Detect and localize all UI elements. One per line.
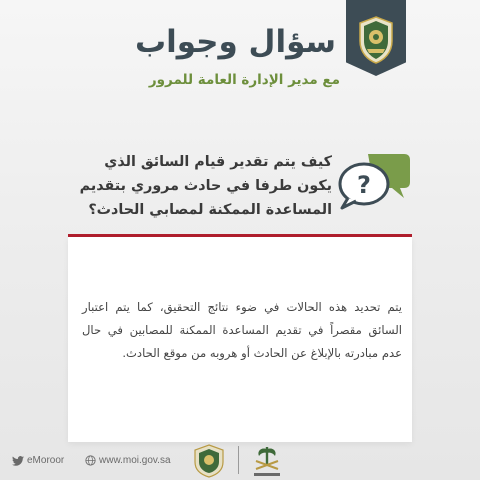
- question-text: كيف يتم تقدير قيام السائق الذي يكون طرفا في حادث مروري بتقديم المساعدة الممكنة لمصابي الحادث؟: [79, 154, 332, 218]
- speech-bubbles-question-icon: [334, 150, 412, 212]
- twitter-handle: eMoroor: [27, 455, 65, 466]
- page-subtitle: مع مدير الإدارة العامة للمرور: [148, 72, 340, 88]
- traffic-police-footer-emblem-icon: [190, 444, 228, 478]
- answer-text: يتم تحديد هذه الحالات في ضوء نتائج التحقيق، كما يتم اعتبار السائق مقصراً في تقديم المساعدة الممكنة للمصابين في حال عدم مبادرته بالإبلاغ عن الحادث أو هروبه من موقع الحادث.: [82, 300, 402, 360]
- footer: [0, 440, 480, 480]
- page-title: سؤال وجواب: [134, 24, 336, 60]
- twitter-link[interactable]: [12, 455, 64, 466]
- traffic-police-emblem-icon: [354, 15, 398, 65]
- globe-icon: [85, 455, 96, 466]
- footer-separator: [238, 446, 239, 474]
- website-url: www.moi.gov.sa: [99, 455, 171, 466]
- website-link[interactable]: [85, 455, 171, 466]
- svg-text:?: ?: [357, 171, 371, 199]
- ministry-of-interior-logo-icon: [250, 443, 284, 479]
- twitter-icon: [12, 456, 24, 466]
